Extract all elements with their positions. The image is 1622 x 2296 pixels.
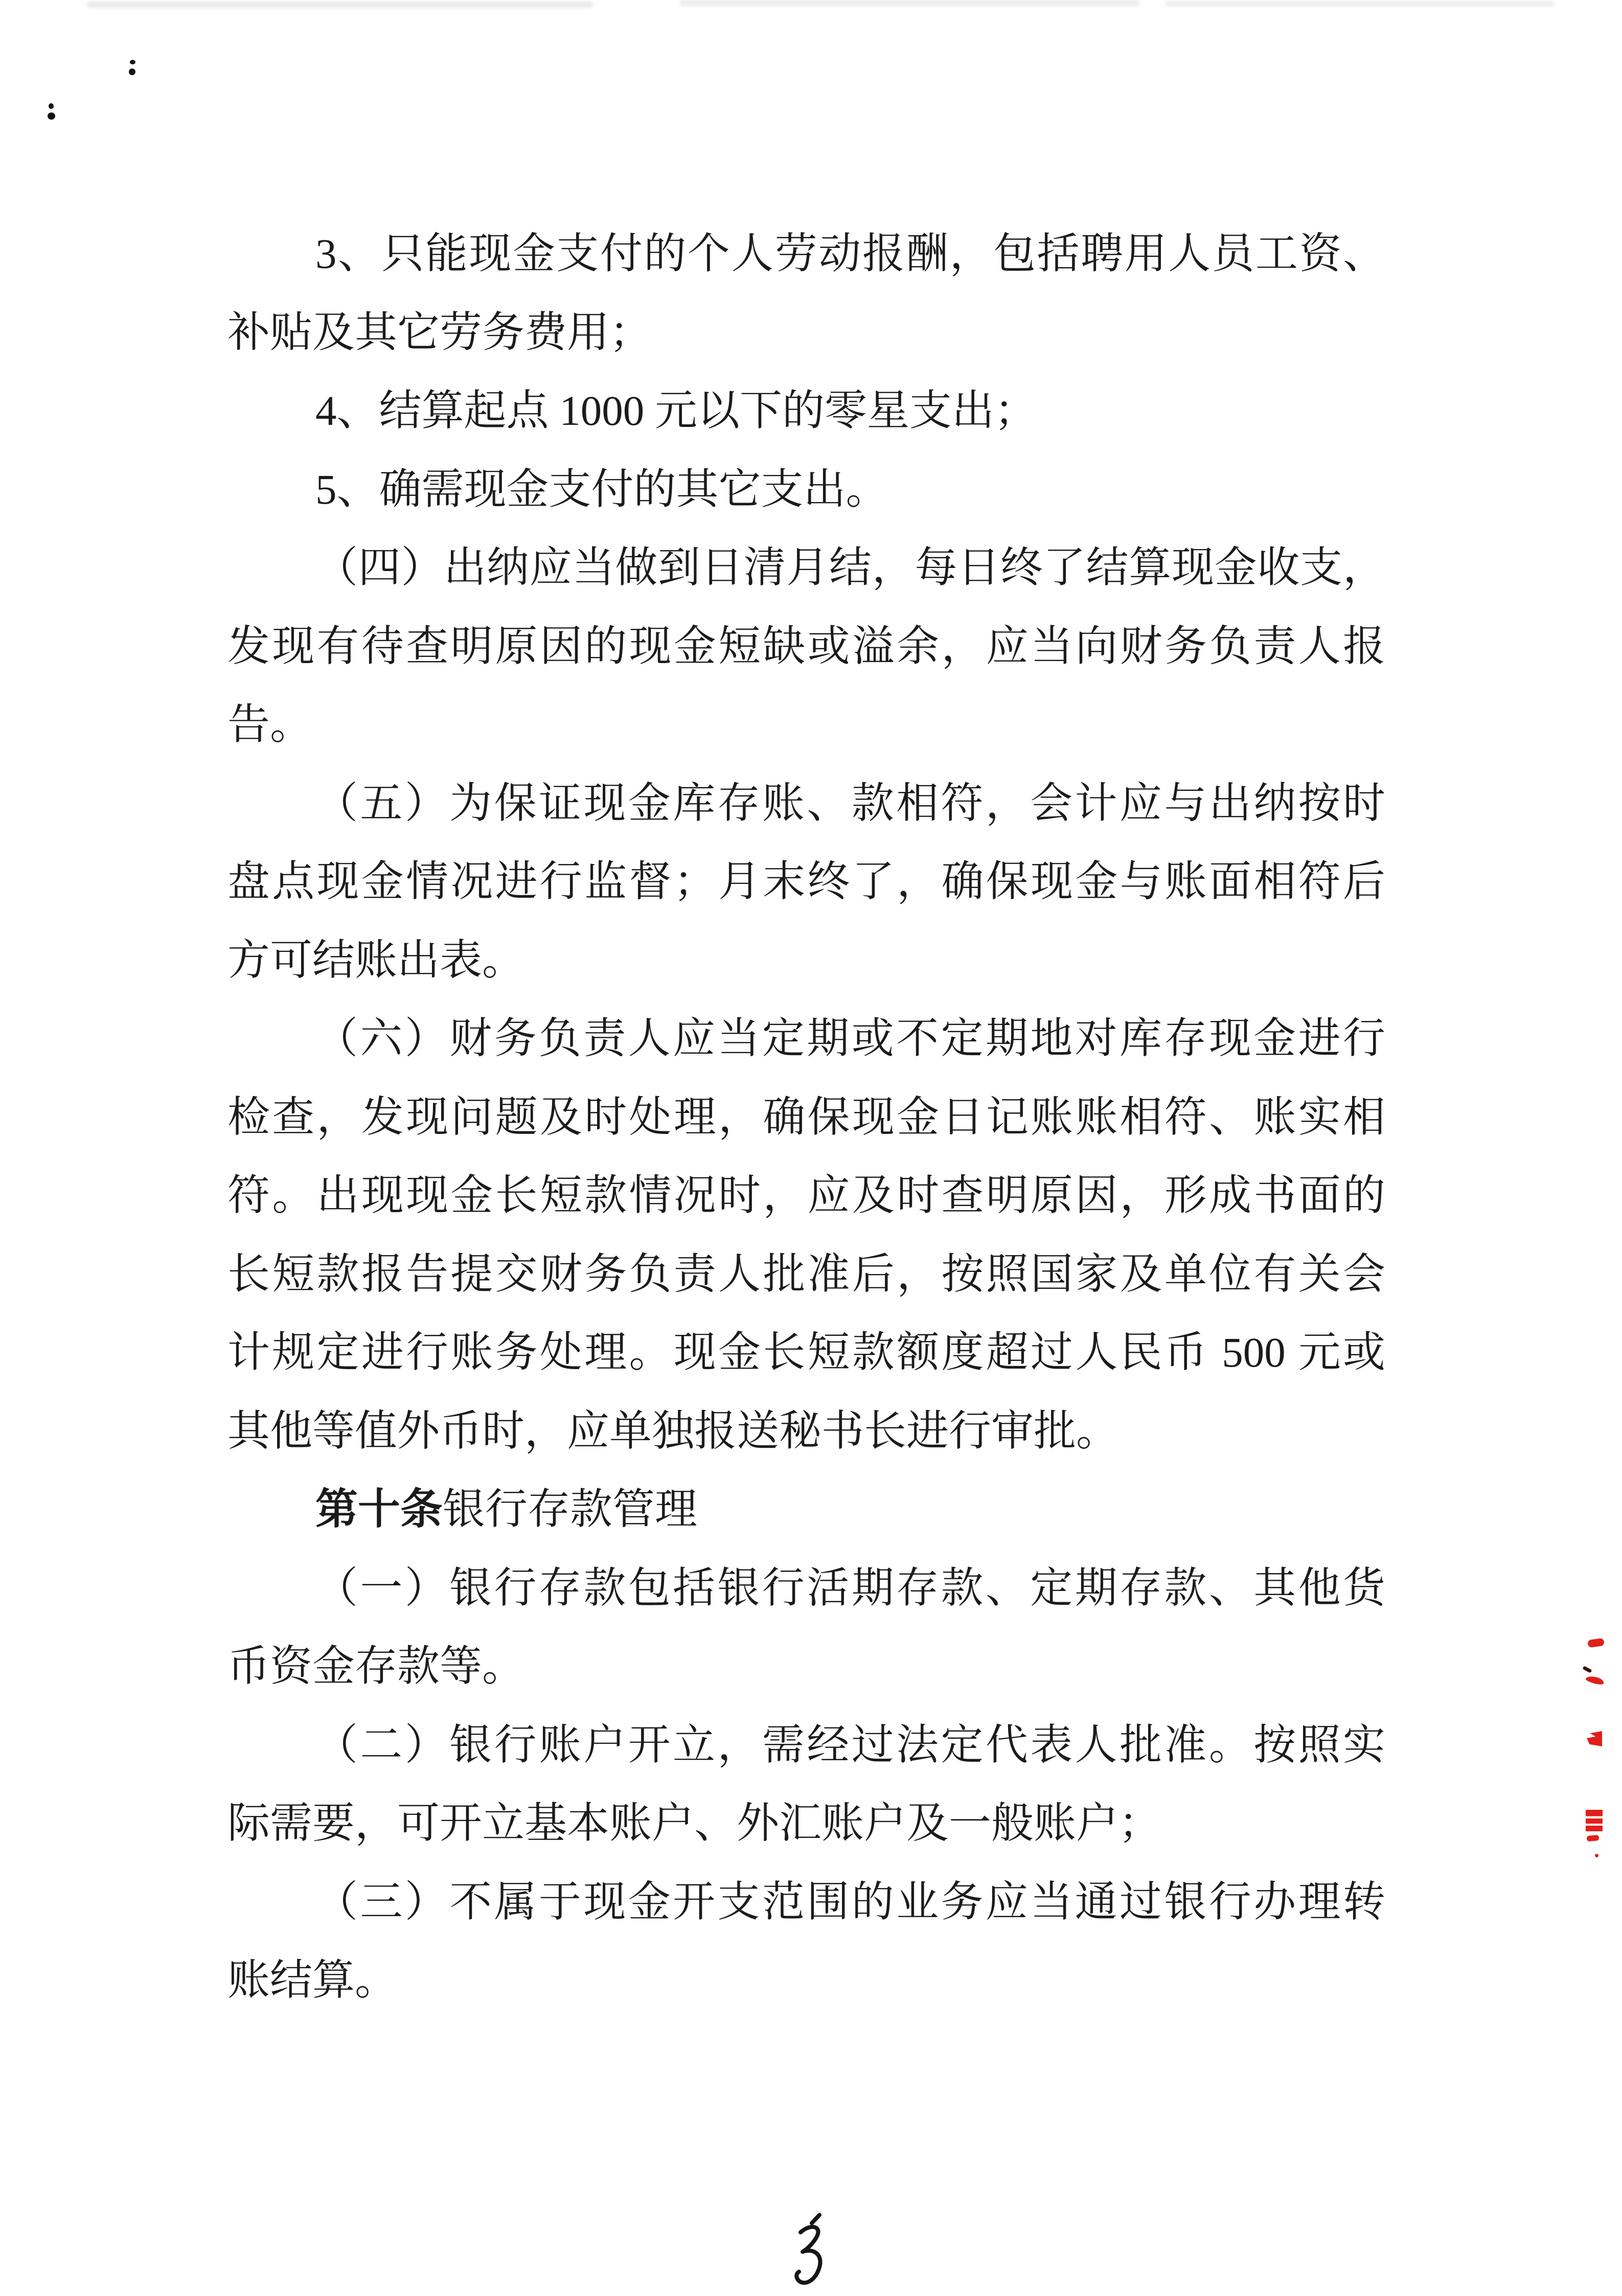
document-line: 账结算。	[227, 1957, 397, 2004]
red-ink-mark	[1587, 1835, 1600, 1842]
document-line: （二）银行账户开立，需经过法定代表人批准。按照实	[315, 1721, 1385, 1768]
document-line: （四）出纳应当做到日清月结，每日终了结算现金收支，	[315, 544, 1385, 591]
ink-dots-artifact	[48, 112, 55, 120]
document-line: （三）不属于现金开支范围的业务应当通过银行办理转	[315, 1878, 1385, 1925]
article-title: 银行存款管理	[443, 1486, 697, 1533]
red-ink-mark	[1585, 1674, 1605, 1686]
document-line: 符。出现现金长短款情况时，应及时查明原因，形成书面的	[227, 1172, 1385, 1219]
red-ink-mark	[1586, 1810, 1603, 1831]
ink-dots-artifact	[49, 103, 54, 109]
top-scan-smudge	[87, 1, 593, 8]
ink-dots-artifact	[130, 60, 135, 64]
document-line: （五）为保证现金库存账、款相符，会计应与出纳按时	[315, 779, 1385, 827]
document-body	[227, 215, 1385, 2020]
document-line: （一）银行存款包括银行活期存款、定期存款、其他货	[315, 1564, 1385, 1611]
red-ink-mark	[1595, 1854, 1598, 1857]
document-line: 检查，发现问题及时处理，确保现金日记账账相符、账实相	[227, 1093, 1385, 1141]
document-line: 长短款报告提交财务负责人批准后，按照国家及单位有关会	[227, 1250, 1385, 1298]
document-line: 3、只能现金支付的个人劳动报酬，包括聘用人员工资、	[315, 230, 1385, 277]
document-line: 方可结账出表。	[227, 936, 524, 984]
top-scan-smudge	[680, 0, 1140, 6]
document-line: 告。	[227, 701, 312, 748]
document-line: 其他等值外币时，应单独报送秘书长进行审批。	[227, 1407, 1118, 1454]
article-number: 第十条	[315, 1486, 443, 1533]
document-line: （六）财务负责人应当定期或不定期地对库存现金进行	[315, 1015, 1385, 1062]
document-line: 际需要，可开立基本账户、外汇账户及一般账户；	[227, 1800, 1161, 1847]
ink-dots-artifact	[129, 69, 135, 75]
page-number-handwritten	[787, 2209, 833, 2296]
red-ink-mark	[1587, 1731, 1602, 1746]
article-heading	[227, 1470, 1385, 1549]
red-ink-mark	[1582, 1666, 1592, 1673]
top-scan-smudge	[1166, 1, 1554, 6]
document-line: 4、结算起点 1000 元以下的零星支出；	[315, 387, 1037, 434]
document-line: 计规定进行账务处理。现金长短款额度超过人民币 500 元或	[227, 1329, 1385, 1376]
document-line: 币资金存款等。	[227, 1643, 524, 1690]
document-line: 补贴及其它劳务费用；	[227, 308, 652, 356]
red-ink-mark	[1587, 1638, 1605, 1648]
document-line: 发现有待查明原因的现金短缺或溢余，应当向财务负责人报	[227, 622, 1385, 670]
document-line: 5、确需现金支付的其它支出。	[315, 465, 888, 513]
document-line: 盘点现金情况进行监督；月末终了，确保现金与账面相符后	[227, 858, 1385, 905]
